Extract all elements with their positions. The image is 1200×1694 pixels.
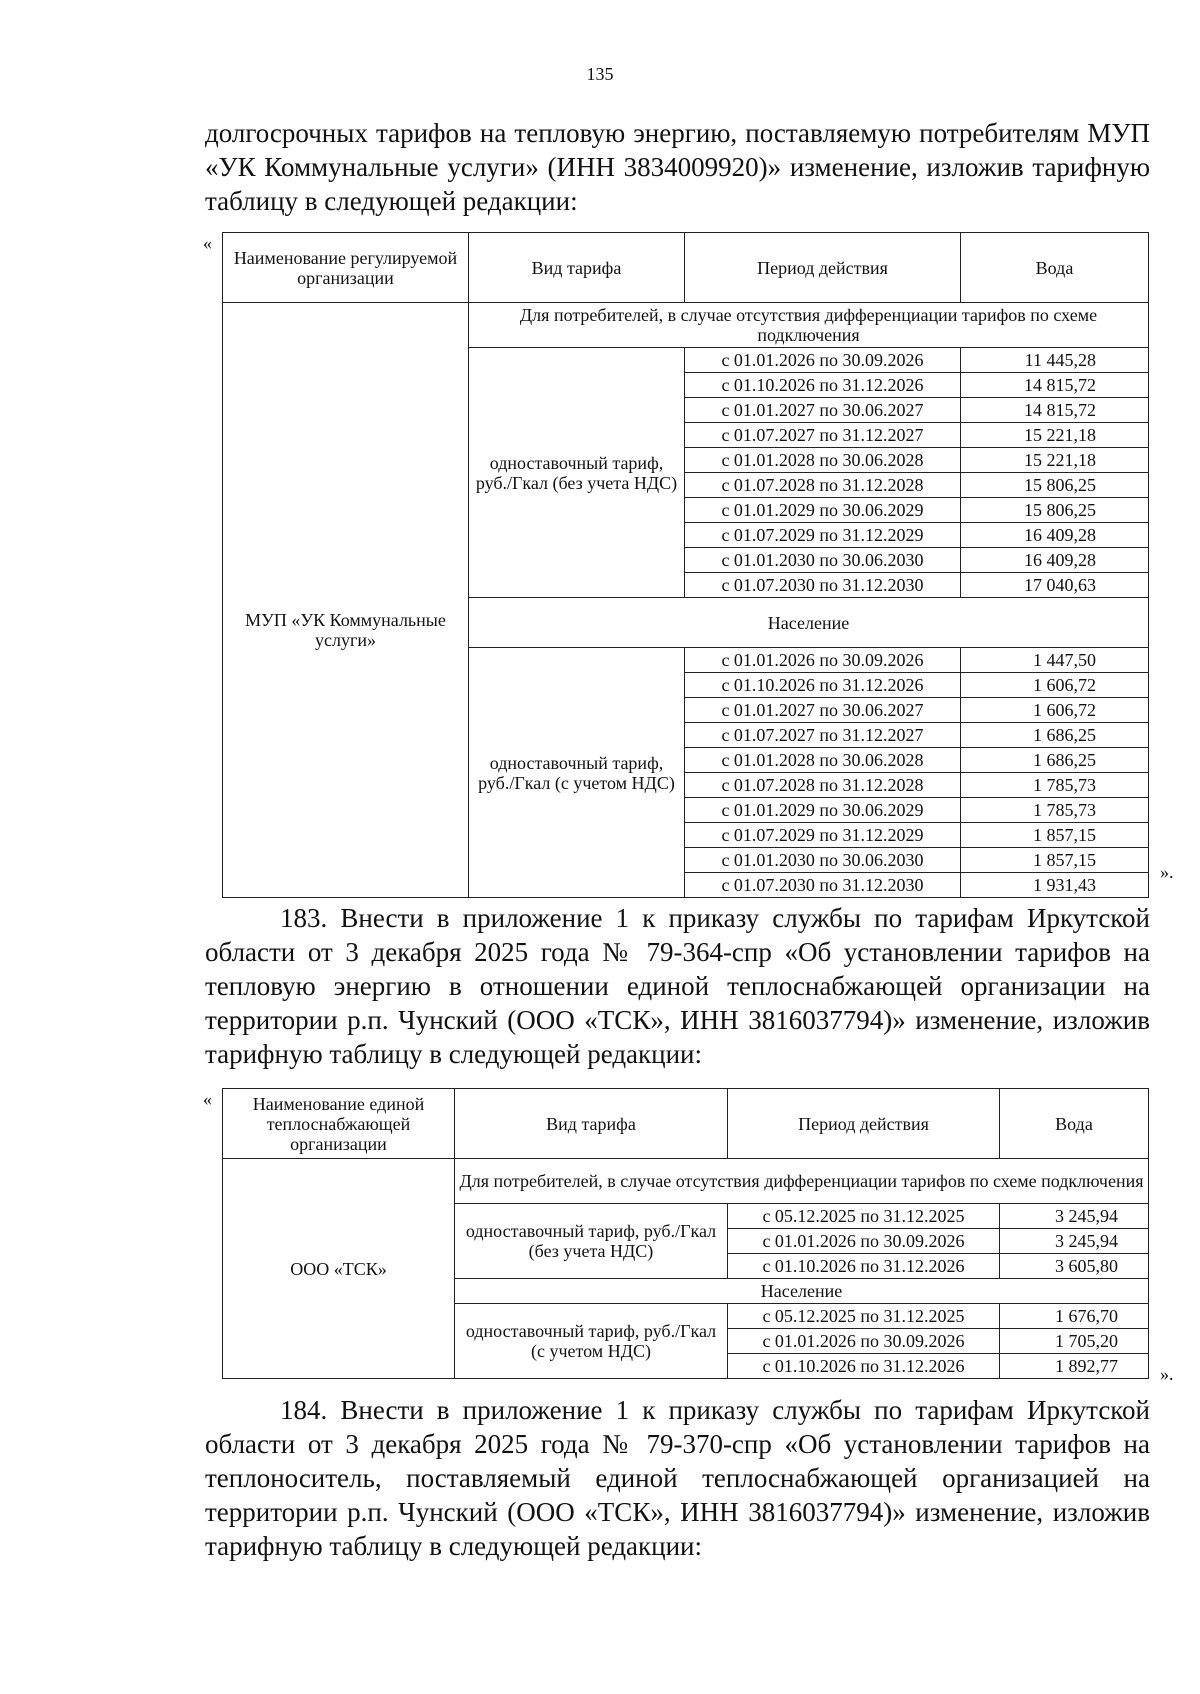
period-cell: с 01.01.2029 по 30.06.2029 <box>685 498 961 523</box>
table1-section2-tariff: одноставочный тариф, руб./Гкал (с учетом НДС) <box>469 648 685 898</box>
table1-organization: МУП «УК Коммунальные услуги» <box>223 303 469 898</box>
table1-header-period: Период действия <box>685 233 961 303</box>
period-cell: с 01.07.2027 по 31.12.2027 <box>685 723 961 748</box>
value-cell: 1 785,73 <box>961 773 1149 798</box>
value-cell: 1 857,15 <box>961 848 1149 873</box>
table2-header-water: Вода <box>1000 1089 1149 1159</box>
value-cell: 1 785,73 <box>961 798 1149 823</box>
value-cell: 1 892,77 <box>1000 1354 1149 1379</box>
table2-header-type: Вид тарифа <box>455 1089 728 1159</box>
table2-header-org: Наименование единой теплоснабжающей организации <box>223 1089 455 1159</box>
period-cell: с 05.12.2025 по 31.12.2025 <box>728 1204 1000 1229</box>
period-cell: с 01.01.2029 по 30.06.2029 <box>685 798 961 823</box>
period-cell: с 01.07.2028 по 31.12.2028 <box>685 473 961 498</box>
value-cell: 15 221,18 <box>961 448 1149 473</box>
value-cell: 1 606,72 <box>961 673 1149 698</box>
paragraph-183: 183. Внести в приложение 1 к приказу службы по тарифам Иркутской области от 3 декабря 2025 года № 79-364-спр «Об установлении тарифов на тепловую энергию в отношении единой теплоснабжающей организации на территории р.п. Чунский (ООО «ТСК», ИНН 3816037794)» изменение, изложив тарифную таблицу в следующей редакции: <box>205 903 1150 1069</box>
value-cell: 1 686,25 <box>961 723 1149 748</box>
table1-close-quote: ». <box>1160 862 1174 882</box>
table1-header-org: Наименование регулируемой организации <box>223 233 469 303</box>
period-cell: с 01.10.2026 по 31.12.2026 <box>728 1354 1000 1379</box>
table2-header-row <box>223 1089 1149 1159</box>
value-cell: 1 686,25 <box>961 748 1149 773</box>
period-cell: с 01.01.2026 по 30.09.2026 <box>685 348 961 373</box>
period-cell: с 01.01.2026 по 30.09.2026 <box>728 1229 1000 1254</box>
page-number: 135 <box>586 64 614 84</box>
period-cell: с 01.01.2030 по 30.06.2030 <box>685 548 961 573</box>
table1-section1-tariff: одноставочный тариф, руб./Гкал (без учета НДС) <box>469 348 685 598</box>
table2-section1-title: Для потребителей, в случае отсутствия дифференциации тарифов по схеме подключения <box>455 1159 1149 1204</box>
table1-section2-title: Население <box>469 598 1149 648</box>
period-cell: с 01.10.2026 по 31.12.2026 <box>685 373 961 398</box>
value-cell: 1 705,20 <box>1000 1329 1149 1354</box>
value-cell: 17 040,63 <box>961 573 1149 598</box>
value-cell: 3 605,80 <box>1000 1254 1149 1279</box>
value-cell: 15 806,25 <box>961 473 1149 498</box>
period-cell: с 01.07.2029 по 31.12.2029 <box>685 823 961 848</box>
period-cell: с 01.01.2030 по 30.06.2030 <box>685 848 961 873</box>
value-cell: 1 676,70 <box>1000 1304 1149 1329</box>
period-cell: с 01.07.2029 по 31.12.2029 <box>685 523 961 548</box>
value-cell: 1 606,72 <box>961 698 1149 723</box>
table2-section2-tariff: одноставочный тариф, руб./Гкал (с учетом НДС) <box>455 1304 728 1379</box>
period-cell: с 01.01.2027 по 30.06.2027 <box>685 698 961 723</box>
tariff-table-1 <box>222 232 1149 898</box>
value-cell: 14 815,72 <box>961 398 1149 423</box>
table2-header-period: Период действия <box>728 1089 1000 1159</box>
period-cell: с 01.07.2028 по 31.12.2028 <box>685 773 961 798</box>
period-cell: с 05.12.2025 по 31.12.2025 <box>728 1304 1000 1329</box>
table1-section1-title: Для потребителей, в случае отсутствия дифференциации тарифов по схеме подключения <box>469 303 1149 348</box>
value-cell: 1 931,43 <box>961 873 1149 898</box>
value-cell: 3 245,94 <box>1000 1204 1149 1229</box>
value-cell: 15 221,18 <box>961 423 1149 448</box>
period-cell: с 01.01.2027 по 30.06.2027 <box>685 398 961 423</box>
value-cell: 15 806,25 <box>961 498 1149 523</box>
value-cell: 16 409,28 <box>961 523 1149 548</box>
period-cell: с 01.10.2026 по 31.12.2026 <box>685 673 961 698</box>
paragraph-184: 184. Внести в приложение 1 к приказу службы по тарифам Иркутской области от 3 декабря 2025 года № 79-370-спр «Об установлении тарифов на теплоноситель, поставляемый единой теплоснабжающей организацией на территории р.п. Чунский (ООО «ТСК», ИНН 3816037794)» изменение, изложив тарифную таблицу в следующей редакции: <box>205 1395 1150 1561</box>
table2-open-quote: « <box>203 1089 212 1109</box>
table1-header-type: Вид тарифа <box>469 233 685 303</box>
value-cell: 3 245,94 <box>1000 1229 1149 1254</box>
period-cell: с 01.01.2026 по 30.09.2026 <box>685 648 961 673</box>
table1-header-row <box>223 233 1149 303</box>
table1-open-quote: « <box>203 233 212 253</box>
period-cell: с 01.07.2030 по 31.12.2030 <box>685 573 961 598</box>
value-cell: 11 445,28 <box>961 348 1149 373</box>
period-cell: с 01.01.2028 по 30.06.2028 <box>685 448 961 473</box>
value-cell: 1 447,50 <box>961 648 1149 673</box>
period-cell: с 01.10.2026 по 31.12.2026 <box>728 1254 1000 1279</box>
table1-header-water: Вода <box>961 233 1149 303</box>
table2-close-quote: ». <box>1160 1364 1174 1384</box>
tariff-table-2 <box>222 1088 1149 1379</box>
table2-section1-tariff: одноставочный тариф, руб./Гкал (без учета НДС) <box>455 1204 728 1279</box>
period-cell: с 01.01.2028 по 30.06.2028 <box>685 748 961 773</box>
period-cell: с 01.01.2026 по 30.09.2026 <box>728 1329 1000 1354</box>
period-cell: с 01.07.2027 по 31.12.2027 <box>685 423 961 448</box>
intro-paragraph: долгосрочных тарифов на тепловую энергию, поставляемую потребителям МУП «УК Коммунальные услуги» (ИНН 3834009920)» изменение, изложив тарифную таблицу в следующей редакции: <box>205 118 1150 216</box>
value-cell: 14 815,72 <box>961 373 1149 398</box>
value-cell: 16 409,28 <box>961 548 1149 573</box>
value-cell: 1 857,15 <box>961 823 1149 848</box>
period-cell: с 01.07.2030 по 31.12.2030 <box>685 873 961 898</box>
table2-organization: ООО «ТСК» <box>223 1159 455 1379</box>
table2-section2-title: Население <box>455 1279 1149 1304</box>
